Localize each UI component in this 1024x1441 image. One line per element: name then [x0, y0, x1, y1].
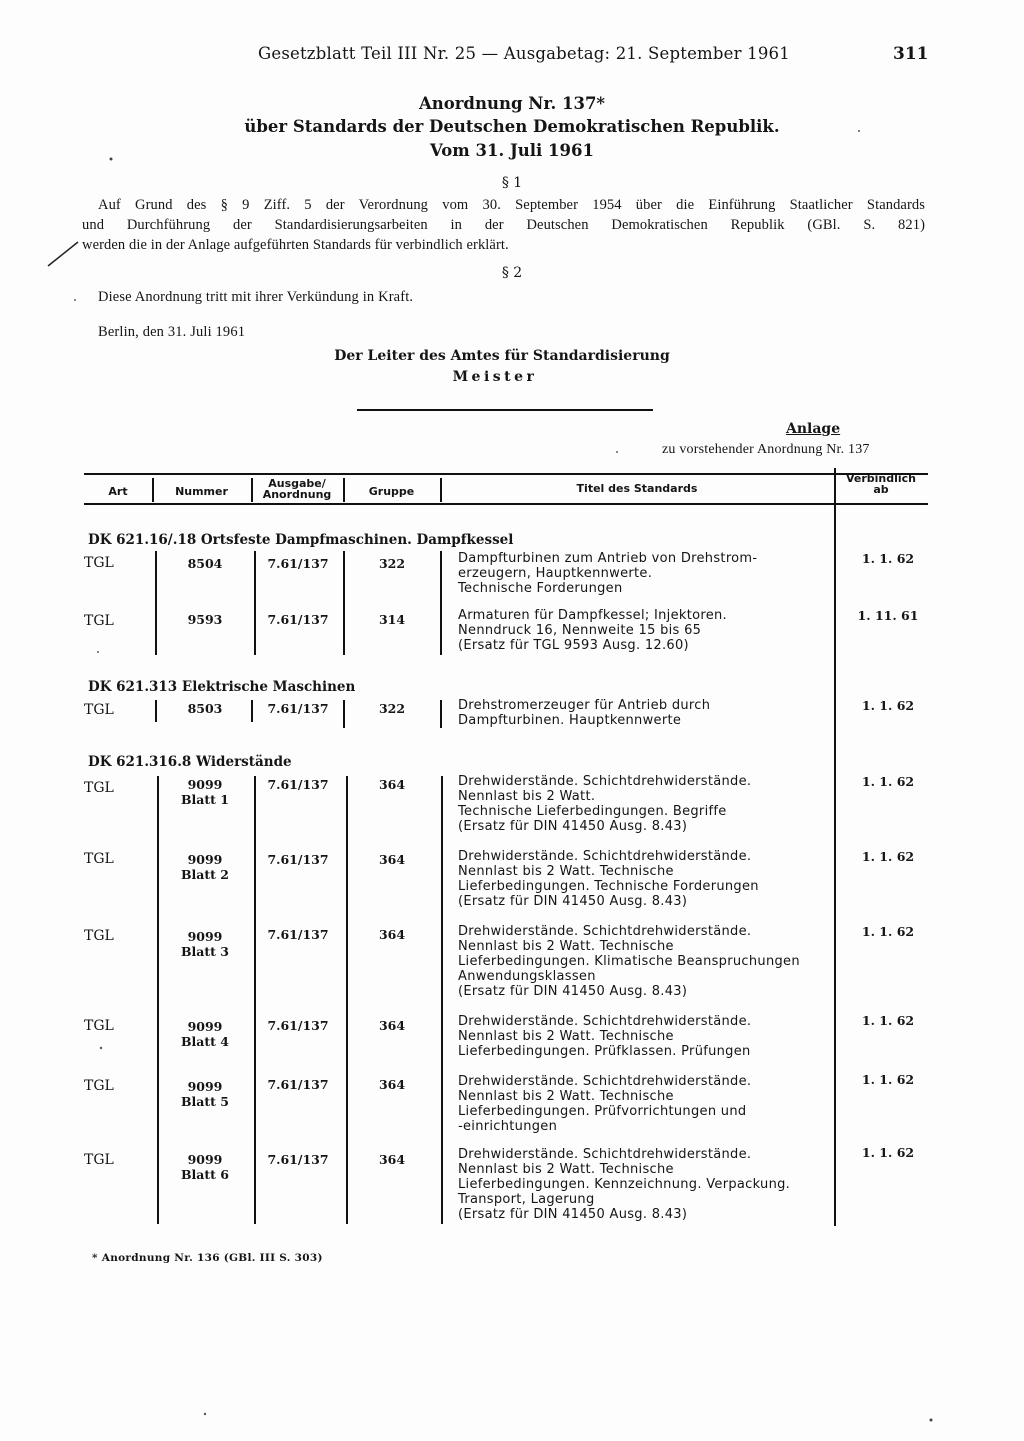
row-titel-line: Lieferbedingungen. Klimatische Beanspruchungen — [458, 954, 800, 969]
row-titel-line: Lieferbedingungen. Technische Forderungen — [458, 879, 759, 894]
row-titel-line: (Ersatz für DIN 41450 Ausg. 8.43) — [458, 894, 688, 909]
page-number: 311 — [893, 44, 929, 64]
row-gruppe: 364 — [378, 927, 406, 942]
row-titel-line: (Ersatz für DIN 41450 Ausg. 8.43) — [458, 819, 688, 834]
row-art: TGL — [84, 1152, 114, 1168]
row-nummer: 8503 — [187, 701, 223, 716]
scan-speck — [616, 451, 618, 453]
column-header-gruppe: Gruppe — [368, 485, 415, 498]
row-titel-line: Armaturen für Dampfkessel; Injektoren. — [458, 608, 727, 623]
paragraph-mark-2: § 2 — [501, 265, 523, 281]
row-gruppe: 364 — [378, 777, 406, 792]
row-titel-line: Drehwiderstände. Schichtdrehwiderstände. — [458, 924, 752, 939]
row-titel-line: Nennlast bis 2 Watt. — [458, 789, 596, 804]
row-verbindlich: 1. 1. 62 — [861, 924, 915, 939]
row-titel-line: Drehstromerzeuger für Antrieb durch — [458, 698, 711, 713]
row-titel-line: Nenndruck 16, Nennweite 15 bis 65 — [458, 623, 702, 638]
ordinance-subject: über Standards der Deutschen Demokratischen Republik. — [244, 117, 780, 136]
row-nummer-value: 9099 — [187, 777, 223, 792]
row-titel-line: Nennlast bis 2 Watt. Technische — [458, 1162, 674, 1177]
row-titel-line: Dampfturbinen zum Antrieb von Drehstrom- — [458, 551, 758, 566]
row-titel-line: (Ersatz für TGL 9593 Ausg. 12.60) — [458, 638, 689, 653]
row-titel-line: Lieferbedingungen. Prüfklassen. Prüfungen — [458, 1044, 751, 1059]
row-nummer: 8504 — [187, 556, 223, 571]
paragraph-mark-1: § 1 — [501, 175, 523, 191]
row-art: TGL — [84, 780, 114, 796]
column-header-art: Art — [108, 485, 128, 498]
row-nummer-value: 9099 — [187, 1152, 223, 1167]
row-ausgabe: 7.61/137 — [267, 1152, 329, 1167]
row-titel-line: Anwendungsklassen — [458, 969, 596, 984]
row-nummer-value: 9099 — [187, 929, 223, 944]
row-titel-line: Nennlast bis 2 Watt. Technische — [458, 939, 674, 954]
row-gruppe: 314 — [378, 612, 406, 627]
row-titel-line: Lieferbedingungen. Prüfvorrichtungen und — [458, 1104, 747, 1119]
row-blatt: Blatt 6 — [180, 1167, 229, 1182]
column-header-ausgabe-line: Ausgabe/ — [268, 477, 326, 490]
group-heading: DK 621.316.8 Widerstände — [88, 754, 292, 770]
scan-speck — [858, 130, 860, 132]
row-gruppe: 364 — [378, 1152, 406, 1167]
paragraph-2-text: Diese Anordnung tritt mit ihrer Verkündung in Kraft. — [98, 289, 414, 305]
row-blatt: Blatt 2 — [180, 867, 229, 882]
paragraph-1-line: und Durchführung der Standardisierungsarbeiten in der Deutschen Demokratischen Republik (GBl. S. 821) — [82, 217, 925, 233]
group-heading: DK 621.16/.18 Ortsfeste Dampfmaschinen. Dampfkessel — [88, 532, 514, 548]
ordinance-title: Anordnung Nr. 137* — [418, 94, 606, 113]
column-header-verbindlich-line: ab — [873, 483, 889, 496]
row-titel-line: Transport, Lagerung — [458, 1192, 595, 1207]
row-titel-line: Technische Lieferbedingungen. Begriffe — [458, 804, 727, 819]
signatory-office: Der Leiter des Amtes für Standardisierung — [334, 348, 670, 364]
margin-pencil-stroke — [48, 242, 78, 266]
column-header-titel: Titel des Standards — [576, 482, 698, 495]
row-ausgabe: 7.61/137 — [267, 701, 329, 716]
row-nummer-value: 9099 — [187, 1019, 223, 1034]
row-titel-line: Nennlast bis 2 Watt. Technische — [458, 1089, 674, 1104]
row-gruppe: 364 — [378, 852, 406, 867]
row-titel-line: Technische Forderungen — [458, 581, 623, 596]
place-date: Berlin, den 31. Juli 1961 — [98, 324, 246, 340]
paragraph-1-line: werden die in der Anlage aufgeführten Standards für verbindlich erklärt. — [82, 237, 509, 253]
row-nummer: 9593 — [187, 612, 223, 627]
row-blatt: Blatt 5 — [180, 1094, 229, 1109]
scan-speck — [930, 1419, 933, 1422]
row-titel-line: Drehwiderstände. Schichtdrehwiderstände. — [458, 849, 752, 864]
row-blatt: Blatt 3 — [180, 944, 229, 959]
row-verbindlich: 1. 1. 62 — [861, 698, 915, 713]
row-ausgabe: 7.61/137 — [267, 556, 329, 571]
scan-speck — [204, 1413, 206, 1415]
row-ausgabe: 7.61/137 — [267, 1018, 329, 1033]
row-titel-line: erzeugern, Hauptkennwerte. — [458, 566, 653, 581]
row-titel-line: (Ersatz für DIN 41450 Ausg. 8.43) — [458, 984, 688, 999]
row-art: TGL — [84, 928, 114, 944]
row-titel-line: -einrichtungen — [458, 1119, 558, 1134]
row-titel-line: (Ersatz für DIN 41450 Ausg. 8.43) — [458, 1207, 688, 1222]
annex-title: Anlage — [786, 421, 841, 437]
row-titel-line: Drehwiderstände. Schichtdrehwiderstände. — [458, 1147, 752, 1162]
column-header-verbindlich-line: Verbindlich — [845, 472, 917, 485]
row-ausgabe: 7.61/137 — [267, 927, 329, 942]
row-titel-line: Drehwiderstände. Schichtdrehwiderstände. — [458, 774, 752, 789]
running-head: Gesetzblatt Teil III Nr. 25 — Ausgabetag: 21. September 1961 — [258, 44, 790, 63]
row-blatt: Blatt 1 — [180, 792, 229, 807]
scan-speck — [100, 1047, 102, 1049]
row-verbindlich: 1. 1. 62 — [861, 849, 915, 864]
column-header-nummer: Nummer — [175, 485, 228, 498]
row-verbindlich: 1. 1. 62 — [861, 1145, 915, 1160]
row-verbindlich: 1. 1. 62 — [861, 1072, 915, 1087]
row-nummer-value: 9099 — [187, 1079, 223, 1094]
row-ausgabe: 7.61/137 — [267, 777, 329, 792]
group-heading: DK 621.313 Elektrische Maschinen — [88, 679, 356, 695]
row-ausgabe: 7.61/137 — [267, 1077, 329, 1092]
row-art: TGL — [84, 702, 114, 718]
signatory-name: Meister — [452, 369, 538, 385]
row-art: TGL — [84, 1018, 114, 1034]
row-verbindlich: 1. 1. 62 — [861, 551, 915, 566]
paragraph-1-line: Auf Grund des § 9 Ziff. 5 der Verordnung vom 30. September 1954 über die Einführung Staatlicher Standards — [98, 197, 925, 213]
row-titel-line: Nennlast bis 2 Watt. Technische — [458, 1029, 674, 1044]
row-verbindlich: 1. 11. 61 — [857, 608, 919, 623]
row-gruppe: 322 — [378, 556, 406, 571]
scan-speck — [110, 158, 113, 161]
row-ausgabe: 7.61/137 — [267, 612, 329, 627]
row-ausgabe: 7.61/137 — [267, 852, 329, 867]
annex-subtitle: zu vorstehender Anordnung Nr. 137 — [662, 442, 870, 457]
scan-speck — [74, 299, 76, 301]
ordinance-date: Vom 31. Juli 1961 — [430, 141, 594, 160]
row-gruppe: 364 — [378, 1077, 406, 1092]
column-header-ausgabe-line: Anordnung — [262, 488, 332, 501]
row-art: TGL — [84, 555, 114, 571]
footnote: * Anordnung Nr. 136 (GBl. III S. 303) — [92, 1252, 323, 1264]
row-titel-line: Drehwiderstände. Schichtdrehwiderstände. — [458, 1074, 752, 1089]
row-verbindlich: 1. 1. 62 — [861, 1013, 915, 1028]
row-art: TGL — [84, 851, 114, 867]
row-verbindlich: 1. 1. 62 — [861, 774, 915, 789]
row-art: TGL — [84, 613, 114, 629]
row-gruppe: 322 — [378, 701, 406, 716]
row-nummer-value: 9099 — [187, 852, 223, 867]
row-gruppe: 364 — [378, 1018, 406, 1033]
row-titel-line: Dampfturbinen. Hauptkennwerte — [458, 713, 682, 728]
row-titel-line: Drehwiderstände. Schichtdrehwiderstände. — [458, 1014, 752, 1029]
row-titel-line: Lieferbedingungen. Kennzeichnung. Verpackung. — [458, 1177, 791, 1192]
row-titel-line: Nennlast bis 2 Watt. Technische — [458, 864, 674, 879]
row-art: TGL — [84, 1078, 114, 1094]
scan-speck — [97, 651, 99, 653]
row-blatt: Blatt 4 — [180, 1034, 229, 1049]
